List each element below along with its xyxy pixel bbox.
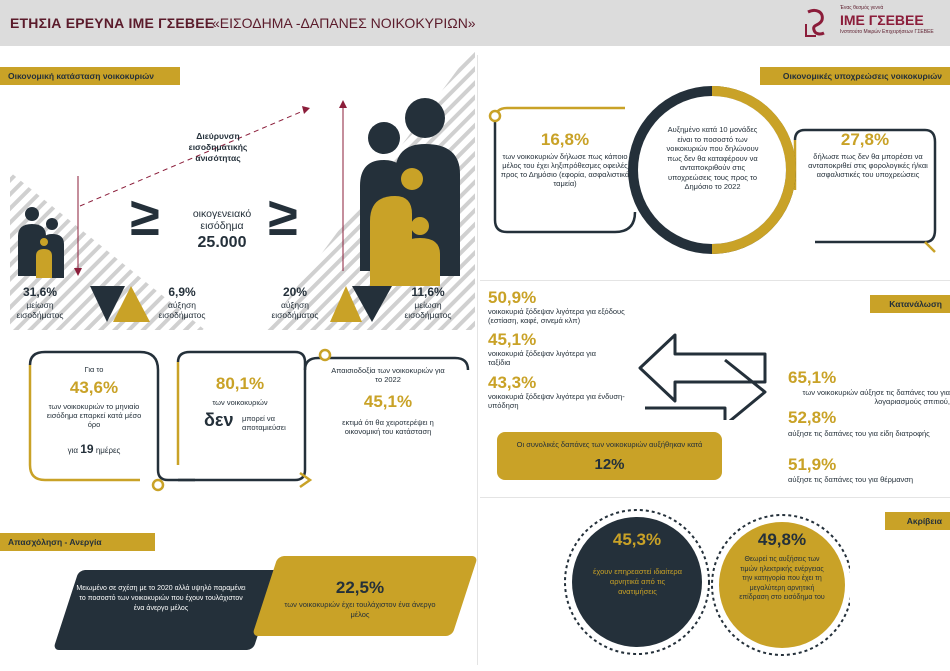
stat1-text: των νοικοκυριών το μηνιαίο εισόδημα επαρκεί κατά μέσο όρο	[46, 402, 142, 429]
cons-r1-text: των νοικοκυριών αύξησε τις δαπάνες του για λογαριασμούς σπιτιού,	[802, 388, 950, 406]
right-decrease-label: μείωση εισοδήματος	[404, 300, 452, 320]
oblig-left-pct: 16,8%	[540, 130, 590, 149]
logo-name: ΙΜΕ ΓΣΕΒΕΕ	[840, 12, 924, 28]
employment-tag: Απασχόληση - Ανεργία	[0, 533, 155, 551]
precision-right-text: Θεωρεί τις αυξήσεις των τιμών ηλεκτρικής ενέργειας την κατηγορία που έχει τη μεγαλύτερη αρνητική επίδραση στο εισόδημα του	[739, 556, 825, 601]
cons-l2-pct: 45,1%	[488, 330, 537, 349]
employment-text: των νοικοκυριών έχει τουλάχιστον ένα άνεργο μέλος	[284, 600, 436, 619]
column-divider	[477, 55, 478, 665]
total-spending-text: Οι συνολικές δαπάνες των νοικοκυριών αυξήθηκαν κατά	[516, 440, 703, 449]
cons-r3-text: αύξησε τις δαπάνες του για θέρμανση	[788, 475, 914, 484]
employment-dark-text: Μειωμένο σε σχέση με το 2020 αλλά υψηλό παραμένει το ποσοστό των νοικοκυριών που έχουν τουλάχιστον ένα άνεργο μέλος	[76, 585, 246, 612]
stat3-text: εκτιμά ότι θα χειροτερέψει η οικονομική του κατάσταση	[342, 418, 434, 436]
stat3-pct: 45,1%	[363, 392, 413, 411]
page-title: ΕΤΗΣΙΑ ΕΡΕΥΝΑ ΙΜΕ ΓΣΕΒΕΕ	[10, 15, 215, 31]
stat3-pre: Απαισιοδοξία των νοικοκυριών για το 2022	[331, 366, 445, 384]
precision-tag: Ακρίβεια	[885, 512, 950, 530]
ime-gsevee-logo	[790, 4, 940, 44]
consumption-arrows	[635, 330, 775, 420]
precision-left-text: έχουν επηρεαστεί ιδιαίτερα αρνητικά από τις ανατιμήσεις	[593, 567, 682, 596]
cons-r1-pct: 65,1%	[788, 368, 837, 387]
stat1-pre: Για το	[84, 365, 104, 374]
left-decrease-pct: 31,6%	[22, 285, 58, 299]
stat1-pct: 43,6%	[69, 378, 119, 397]
precision-right-pct: 49,8%	[757, 530, 807, 549]
cons-r3-pct: 51,9%	[788, 455, 837, 474]
oblig-center-text: Αυξημένο κατά 10 μονάδες είναι το ποσοστό των νοικοκυριών που δηλώνουν πως δεν θα καταφέρουν να ανταποκριθούν στις υποχρεώσεις τους προς το Δημόσιο το 2022	[666, 125, 759, 191]
cons-l3-pct: 43,3%	[488, 373, 537, 392]
left-decrease-label: μείωση εισοδήματος	[16, 300, 64, 320]
right-decrease-pct: 11,6%	[411, 285, 445, 299]
stat2-pct: 80,1%	[215, 374, 265, 393]
logo-tagline: Ένας θεσμός γεννά	[840, 5, 884, 11]
left-increase-pct: 6,9%	[168, 285, 196, 299]
logo-subtitle: Ινστιτούτο Μικρών Επιχειρήσεων ΓΣΕΒΕΕ	[840, 29, 934, 35]
stat2-text: των νοικοκυριών	[212, 398, 268, 407]
precision-left-pct: 45,3%	[612, 530, 662, 549]
oblig-right-pct: 27,8%	[840, 130, 890, 149]
cons-l2-text: νοικοκυριά ξόδεψαν λιγότερα για ταξίδια	[488, 349, 596, 367]
total-spending-pct: 12%	[594, 456, 625, 473]
stat1-days-value: 19	[80, 442, 94, 456]
stat1-days	[40, 442, 148, 456]
logo-mark-icon	[802, 8, 830, 38]
economic-tag: Οικονομική κατάσταση νοικοκυριών	[0, 67, 180, 85]
arrow-left-icon	[640, 335, 765, 401]
cons-r2-text: αύξησε τις δαπάνες του για είδη διατροφής	[788, 429, 930, 438]
oblig-right-text: δήλωσε πως δεν θα μπορέσει να ανταποκριθεί στις φορολογικές ή/και ασφαλιστικές του υποχρεώσεις	[808, 152, 928, 179]
employment-pct: 22,5%	[335, 578, 385, 597]
stat2-post: μπορεί να αποταμιεύσει	[242, 414, 286, 432]
divider-2	[480, 497, 950, 498]
income-value: 25.000	[197, 234, 247, 251]
stat1-days-pre: για	[67, 446, 78, 455]
right-increase-pct: 20%	[282, 285, 308, 299]
page-subtitle: «ΕΙΣΟΔΗΜΑ -ΔΑΠΑΝΕΣ ΝΟΙΚΟΚΥΡΙΩΝ»	[212, 15, 476, 31]
income-label: οικογενειακό εισόδημα	[192, 208, 252, 232]
gte-right: ≥	[268, 187, 298, 247]
stat1-days-post: ημέρες	[95, 446, 121, 455]
cons-l3-text: νοικοκυριά ξόδεψαν λιγότερα για ένδυση-υπόδηση	[488, 392, 625, 410]
gte-left: ≥	[130, 187, 160, 247]
cons-l1-pct: 50,9%	[488, 288, 537, 307]
cons-r2-pct: 52,8%	[788, 408, 837, 427]
consumption-tag: Κατανάλωση	[870, 295, 950, 313]
cons-l1-text: νοικοκυριά ξόδεψαν λιγότερα για εξόδους (εστίαση, καφέ, σινεμά κλπ)	[488, 307, 625, 325]
right-increase-label: αύξηση εισοδήματος	[271, 300, 319, 320]
inequality-label: Διεύρυνση εισοδηματικής ανισότητας	[188, 131, 248, 163]
oblig-left-text: των νοικοκυριών δήλωσε πως κάποιο μέλος του έχει ληξιπρόθεσμες οφειλές προς το Δημόσιο (εφορία, ασφαλιστικά ταμεία)	[500, 152, 630, 188]
obligations-tag: Οικονομικές υποχρεώσεις νοικοκυριών	[760, 67, 950, 85]
stat2-bold: δεν	[204, 410, 234, 430]
left-increase-label: αύξηση εισοδήματος	[158, 300, 206, 320]
divider-1	[480, 280, 950, 281]
